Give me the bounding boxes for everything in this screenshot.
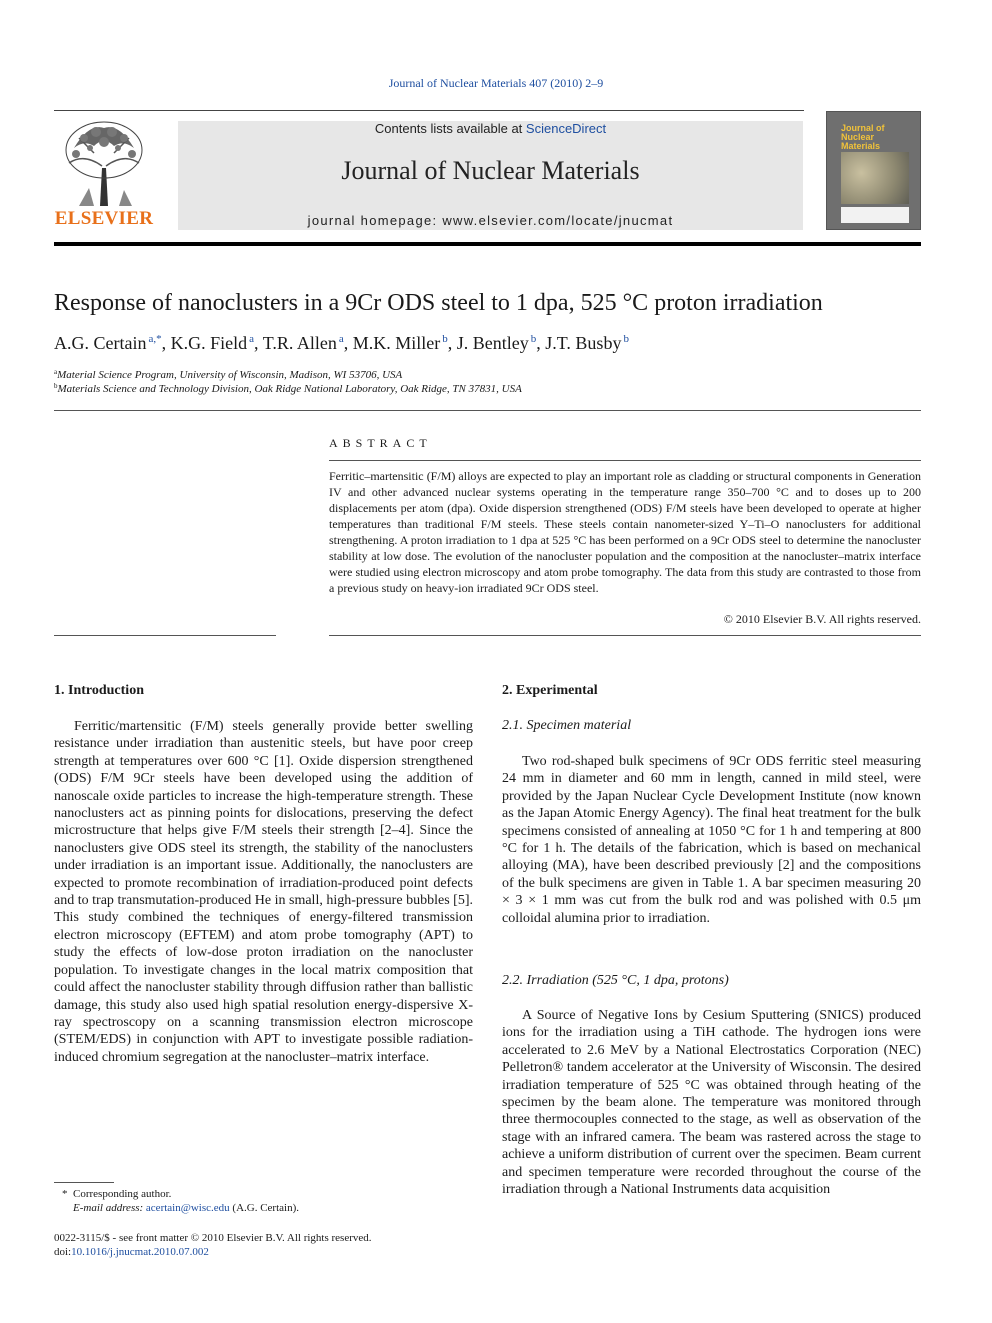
introduction-heading: 1. Introduction	[54, 683, 144, 698]
email-label: E-mail address:	[73, 1202, 144, 1214]
doi-link[interactable]: 10.1016/j.jnucmat.2010.07.002	[71, 1246, 209, 1258]
cover-title: Journal of Nuclear Materials	[841, 123, 885, 151]
abstract-text: Ferritic–martensitic (F/M) alloys are expected to play an important role as cladding or structural components in Generation IV and other advanced nuclear systems operating in the temperature range 350–700 °C and to doses up to 200 displacements per atom (dpa). Oxide dispersion strengthened (ODS) F/M steels have been developed to operate at higher temperatures than traditional F/M steels. These steels contain nanometer-sized Y–Ti–O nanoclusters for additional strengthening. A proton irradiation to 1 dpa at 525 °C has been performed on a 9Cr ODS steel to determine the nanocluster stability at low dose. The evolution of the nanocluster population and the composition at the nanocluster–matrix interface were studied using electron microscopy and atom probe tomography. The data from this study are contrasted to those from a previous study on heavy-ion irradiated 9Cr ODS steel.	[329, 469, 921, 595]
cover-image	[841, 152, 909, 204]
header-divider	[54, 110, 804, 111]
abstract-copyright: © 2010 Elsevier B.V. All rights reserved.	[723, 612, 921, 626]
author-name[interactable]: J.T. Busby	[545, 333, 622, 353]
abstract-top-divider	[329, 460, 921, 461]
specimen-material-body	[502, 753, 921, 927]
doi-line	[54, 1245, 209, 1259]
email-note	[73, 1201, 299, 1215]
article-title: Response of nanoclusters in a 9Cr ODS steel to 1 dpa, 525 °C proton irradiation	[54, 290, 823, 316]
issn-line: 0022-3115/$ - see front matter © 2010 Elsevier B.V. All rights reserved.	[54, 1232, 372, 1244]
affiliation-a	[54, 368, 402, 381]
irradiation-body	[502, 1007, 921, 1198]
author-separator: ,	[536, 333, 546, 353]
author-list	[54, 333, 629, 354]
author-affiliation-mark[interactable]: b	[530, 333, 537, 345]
author-name[interactable]: A.G. Certain	[54, 333, 147, 353]
author-affiliation-mark[interactable]: a	[249, 333, 255, 345]
author-affiliation-mark[interactable]: b	[442, 333, 448, 345]
left-column-divider	[54, 635, 276, 636]
header-thick-divider	[54, 242, 921, 246]
affiliation-text: Material Science Program, University of Wisconsin, Madison, WI 53706, USA	[57, 369, 403, 381]
email-name: (A.G. Certain).	[232, 1202, 299, 1214]
specimen-material-heading: 2.1. Specimen material	[502, 718, 632, 733]
irradiation-heading: 2.2. Irradiation (525 °C, 1 dpa, protons)	[502, 973, 729, 988]
author-separator: ,	[161, 333, 171, 353]
author-name[interactable]: T.R. Allen	[262, 333, 337, 353]
introduction-paragraph: Ferritic/martensitic (F/M) steels generally provide better swelling resistance under irradiation than austenitic steels, but have poor creep strength at temperatures over 600 °C [1]. Oxide dispersion strengthened (ODS) F/M 9Cr steels have been developed using the addition of nanoscale oxide particles to increase the high-temperature strength. These nanoclusters act as pinning points for dislocations, preserving the defect microstructure that helps give F/M steels their strength [2–4]. Since the nanoclusters give ODS steel its strength, the stability of the nanoclusters under irradiation is an important issue. Additionally, the nanoclusters are expected to promote recombination of irradiation-produced point defects and to trap transmutation-produced He in small, high-pressure bubbles [5]. This study combined the techniques of energy-filtered transmission electron microscopy (EFTEM) and atom probe tomography (APT) to study the effects of low-dose proton irradiation on the nanocluster population. To investigate changes in the local matrix composition that could affect the nanocluster stability through diffusion rather than ballistic damage, this study also used high spatial resolution energy-dispersive X-ray spectroscopy on a scanning transmission electron microscope (STEM/EDS) in conjunction with APT to investigate possible radiation-induced chromium segregation at the nanocluster–matrix interface.	[54, 719, 473, 1065]
journal-name: Journal of Nuclear Materials	[341, 156, 640, 185]
affiliation-mark: b	[54, 382, 58, 390]
affiliation-b	[54, 382, 522, 395]
contents-prefix: Contents lists available at	[374, 121, 523, 136]
corresponding-text: Corresponding author.	[73, 1188, 172, 1200]
author-name[interactable]: J. Bentley	[456, 333, 529, 353]
author-affiliation-mark[interactable]: a,*	[148, 333, 162, 345]
contents-line	[178, 121, 803, 136]
affiliation-mark: a	[54, 368, 58, 376]
author-separator: ,	[343, 333, 353, 353]
author-name[interactable]: K.G. Field	[170, 333, 248, 353]
journal-cover-thumbnail[interactable]	[826, 111, 921, 230]
affiliation-text: Materials Science and Technology Division, Oak Ridge National Laboratory, Oak Ridge, TN 37831, USA	[57, 383, 522, 395]
abstract-heading: ABSTRACT	[329, 436, 432, 450]
doi-label: doi:	[54, 1246, 72, 1258]
author-affiliation-mark[interactable]: b	[623, 333, 629, 345]
author-name[interactable]: M.K. Miller	[352, 333, 441, 353]
publisher-logo-text: ELSEVIER	[54, 208, 154, 229]
cover-footer	[841, 207, 909, 223]
irradiation-paragraph: A Source of Negative Ions by Cesium Sputtering (SNICS) produced ions for the irradiation using a TiH cathode. The hydrogen ions were accelerated to 2.6 MeV by a National Electrostatics Corporation (NEC) Pelletron® tandem accelerator at the University of Wisconsin. The desired irradiation temperature of 525 °C was obtained through heating of the specimen by the beam alone. The temperature was monitored through three thermocouples connected to the stage, as well as observation of the stage with an infrared camera. The beam was rastered across the stage to achieve a uniform distribution of current over the specimen. Beam current and specimen temperature were recorded throughout the course of the irradiation through a National Instruments data acquisition	[502, 1008, 921, 1198]
journal-citation[interactable]: Journal of Nuclear Materials 407 (2010) 2–9	[388, 76, 604, 90]
corresponding-author-note	[62, 1187, 171, 1201]
author-affiliation-mark[interactable]: a	[338, 333, 344, 345]
author-separator: ,	[254, 333, 263, 353]
experimental-heading: 2. Experimental	[502, 683, 598, 698]
tree-logo-icon	[54, 118, 154, 208]
specimen-material-paragraph: Two rod-shaped bulk specimens of 9Cr ODS ferritic steel measuring 24 mm in diameter and 60 mm in length, canned in mild steel, were provided by the Japan Nuclear Cycle Development Institute (now known as the Japan Atomic Energy Agency). The final heat treatment for the bulk specimens consisted of annealing at 1050 °C for 1 h and tempering at 800 °C for 1 h. The details of the fabrication, which is based on mechanical alloying (MA), have been described previously [2] and the compositions of the bulk specimens are given in Table 1. A bar specimen measuring 20 × 3 × 1 mm was cut from the bulk rod and was polished with 0.5 μm colloidal alumina prior to irradiation.	[502, 754, 921, 926]
journal-banner	[178, 121, 803, 230]
footnote-star: *	[62, 1188, 73, 1200]
author-separator: ,	[447, 333, 457, 353]
affiliation-divider	[54, 410, 921, 411]
email-link[interactable]: acertain@wisc.edu	[145, 1202, 230, 1214]
journal-homepage[interactable]: journal homepage: www.elsevier.com/locate/jnucmat	[307, 213, 674, 228]
elsevier-logo[interactable]	[54, 118, 154, 230]
footnote-divider	[54, 1182, 114, 1183]
sciencedirect-link[interactable]: ScienceDirect	[525, 121, 607, 136]
abstract-bottom-divider	[329, 635, 921, 636]
introduction-body	[54, 718, 473, 1066]
